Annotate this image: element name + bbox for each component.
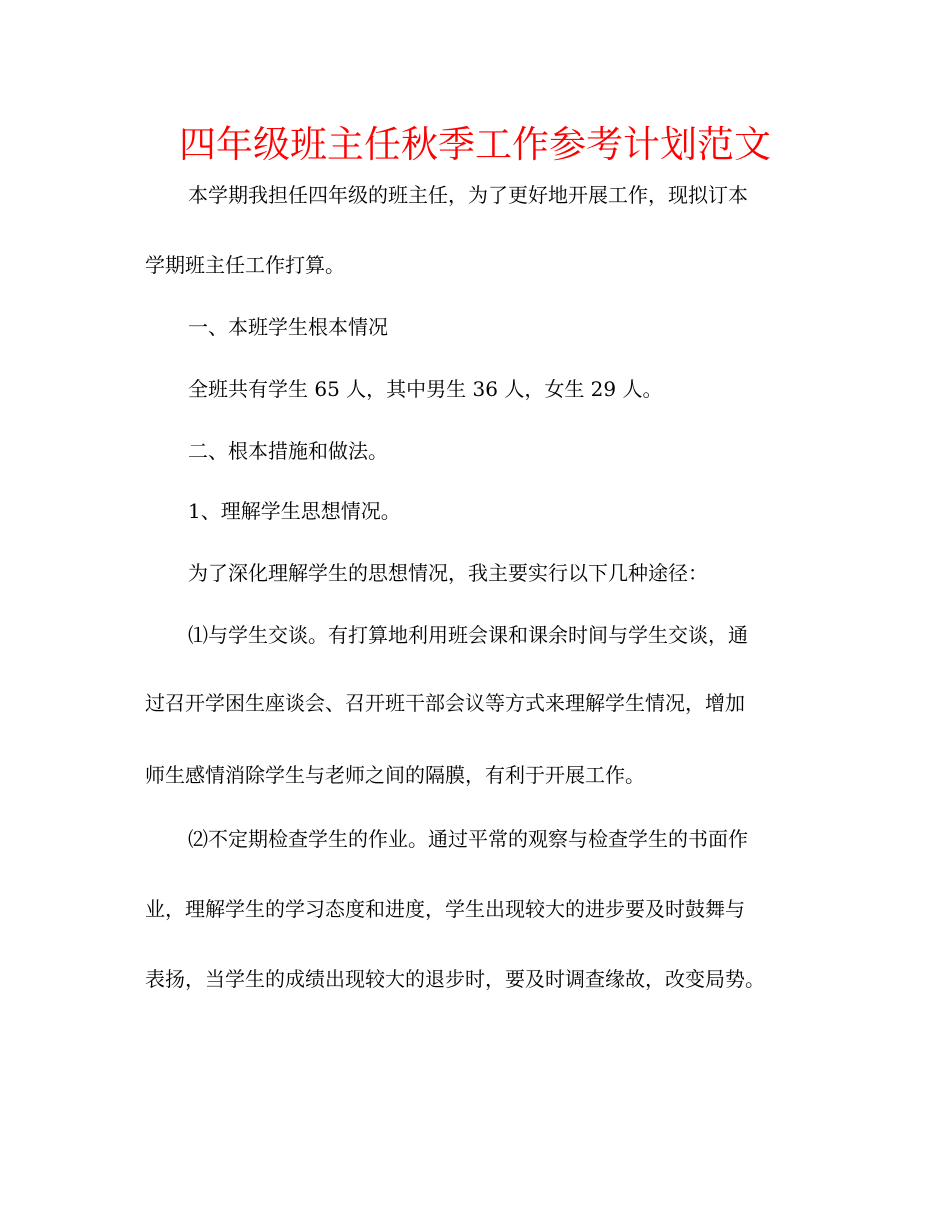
paragraph-item-2-line-2: 业，理解学生的学习态度和进度，学生出现较大的进步要及时鼓舞与 [145, 897, 745, 921]
paragraph-item-1-line-1: ⑴与学生交谈。有打算地利用班会课和课余时间与学生交谈，通 [188, 623, 748, 647]
paragraph-item-2-line-3: 表扬，当学生的成绩出现较大的退步时，要及时调查缘故，改变局势。 [145, 967, 765, 991]
section-heading-2: 二、根本措施和做法。 [188, 439, 388, 463]
paragraph-class-stats: 全班共有学生 65 人，其中男生 36 人，女生 29 人。 [188, 377, 663, 401]
paragraph-item-2-line-1: ⑵不定期检查学生的作业。通过平常的观察与检查学生的书面作 [188, 827, 748, 851]
paragraph-methods-intro: 为了深化理解学生的思想情况，我主要实行以下几种途径： [188, 561, 708, 585]
subheading-1: 1、理解学生思想情况。 [188, 499, 401, 523]
paragraph-item-1-line-2: 过召开学困生座谈会、召开班干部会议等方式来理解学生情况，增加 [145, 691, 745, 715]
paragraph-intro-line-2: 学期班主任工作打算。 [145, 253, 345, 277]
section-heading-1: 一、本班学生根本情况 [188, 315, 388, 339]
paragraph-item-1-line-3: 师生感情消除学生与老师之间的隔膜，有利于开展工作。 [145, 763, 645, 787]
paragraph-intro-line-1: 本学期我担任四年级的班主任，为了更好地开展工作，现拟订本 [188, 183, 748, 207]
document-title: 四年级班主任秋季工作参考计划范文 [179, 123, 771, 166]
